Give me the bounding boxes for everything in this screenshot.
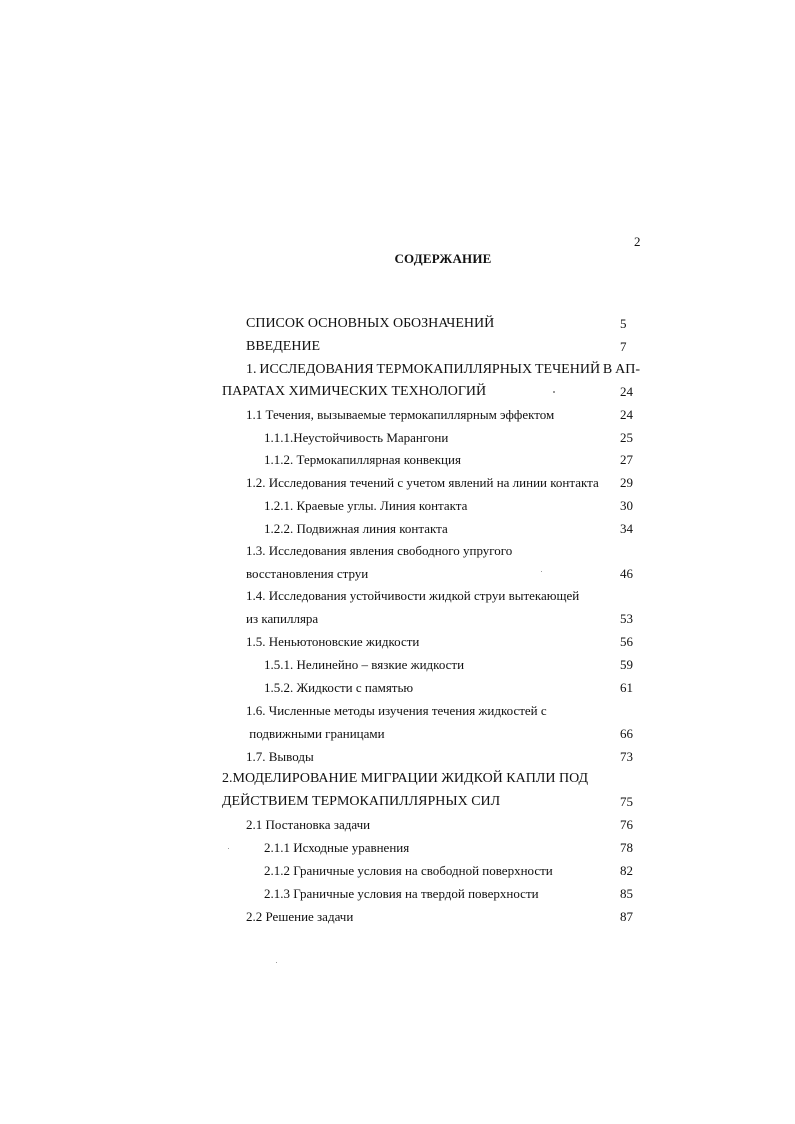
toc-page-1-6: 66 <box>620 726 633 741</box>
scan-speck <box>553 391 555 393</box>
toc-entry-1-3-line1: 1.3. Исследования явления свободного упругого <box>246 543 513 558</box>
toc-page-2-1-3: 85 <box>620 886 633 901</box>
toc-page-1-2-1: 30 <box>620 498 633 513</box>
scan-speck <box>276 962 277 963</box>
toc-entry-1-1-2: 1.1.2. Термокапиллярная конвекция <box>264 452 461 467</box>
toc-page-1-4: 53 <box>620 611 633 626</box>
word: ТЕРМОКАПИЛЛЯРНЫХ <box>376 362 533 377</box>
toc-page-1-1: 24 <box>620 407 633 422</box>
toc-entry-chapter1-line2: ПАРАТАХ ХИМИЧЕСКИХ ТЕХНОЛОГИЙ <box>222 384 487 399</box>
toc-page-1-1-1: 25 <box>620 430 633 445</box>
word: АП- <box>615 362 640 377</box>
toc-title: СОДЕРЖАНИЕ <box>394 251 492 266</box>
page-number: 2 <box>634 234 641 249</box>
toc-entry-1-1: 1.1 Течения, вызываемые термокапиллярным эффектом <box>246 407 555 422</box>
toc-page-2-1: 76 <box>620 817 633 832</box>
scan-speck <box>228 848 229 849</box>
toc-page-2-1-1: 78 <box>620 840 633 855</box>
toc-entry-1-5-2: 1.5.2. Жидкости с памятью <box>264 680 414 695</box>
toc-page-chapter1: 24 <box>620 384 633 399</box>
toc-entry-1-6-line1: 1.6. Численные методы изучения течения жидкостей с <box>246 703 547 718</box>
toc-entry-1-7: 1.7. Выводы <box>246 749 314 764</box>
toc-page-symbols: 5 <box>620 316 627 331</box>
toc-entry-chapter2-line1: 2.МОДЕЛИРОВАНИЕ МИГРАЦИИ ЖИДКОЙ КАПЛИ ПОД <box>222 771 589 786</box>
toc-page-introduction: 7 <box>620 339 627 354</box>
toc-entry-chapter1-line1 <box>246 362 640 378</box>
toc-page-2-1-2: 82 <box>620 863 633 878</box>
toc-page-1-2: 29 <box>620 475 633 490</box>
word: ИССЛЕДОВАНИЯ <box>259 362 374 377</box>
toc-entry-1-5-1: 1.5.1. Нелинейно – вязкие жидкости <box>264 657 465 672</box>
toc-page-1-5-2: 61 <box>620 680 633 695</box>
toc-page-1-3: 46 <box>620 566 633 581</box>
toc-entry-2-2: 2.2 Решение задачи <box>246 909 354 924</box>
toc-page-1-2-2: 34 <box>620 521 633 536</box>
toc-entry-1-2-2: 1.2.2. Подвижная линия контакта <box>264 521 448 536</box>
toc-page-1-1-2: 27 <box>620 452 633 467</box>
toc-entry-2-1-1: 2.1.1 Исходные уравнения <box>264 840 410 855</box>
toc-entry-1-3-line2: восстановления струи <box>246 566 369 581</box>
toc-page-1-7: 73 <box>620 749 633 764</box>
toc-entry-2-1: 2.1 Постановка задачи <box>246 817 371 832</box>
toc-entry-introduction: ВВЕДЕНИЕ <box>246 339 321 354</box>
toc-entry-1-5: 1.5. Неньютоновские жидкости <box>246 634 420 649</box>
scan-speck <box>541 571 542 572</box>
toc-entry-2-1-3: 2.1.3 Граничные условия на твердой поверхности <box>264 886 539 901</box>
toc-entry-symbols: СПИСОК ОСНОВНЫХ ОБОЗНАЧЕНИЙ <box>246 316 495 331</box>
toc-page-chapter2: 75 <box>620 794 633 809</box>
toc-entry-1-6-line2: подвижными границами <box>246 726 385 741</box>
toc-page-1-5: 56 <box>620 634 633 649</box>
toc-entry-2-1-2: 2.1.2 Граничные условия на свободной поверхности <box>264 863 553 878</box>
toc-entry-1-1-1: 1.1.1.Неустойчивость Марангони <box>264 430 449 445</box>
toc-entry-chapter2-line2: ДЕЙСТВИЕМ ТЕРМОКАПИЛЛЯРНЫХ СИЛ <box>222 794 501 809</box>
word: ТЕЧЕНИЙ <box>534 362 601 377</box>
toc-page-2-2: 87 <box>620 909 633 924</box>
word: 1. <box>246 362 257 377</box>
toc-entry-1-2-1: 1.2.1. Краевые углы. Линия контакта <box>264 498 468 513</box>
toc-entry-1-4-line2: из капилляра <box>246 611 319 626</box>
toc-entry-1-4-line1: 1.4. Исследования устойчивости жидкой струи вытекающей <box>246 588 580 603</box>
toc-entry-1-2: 1.2. Исследования течений с учетом явлений на линии контакта <box>246 475 599 490</box>
toc-page-1-5-1: 59 <box>620 657 633 672</box>
word: В <box>602 362 613 377</box>
